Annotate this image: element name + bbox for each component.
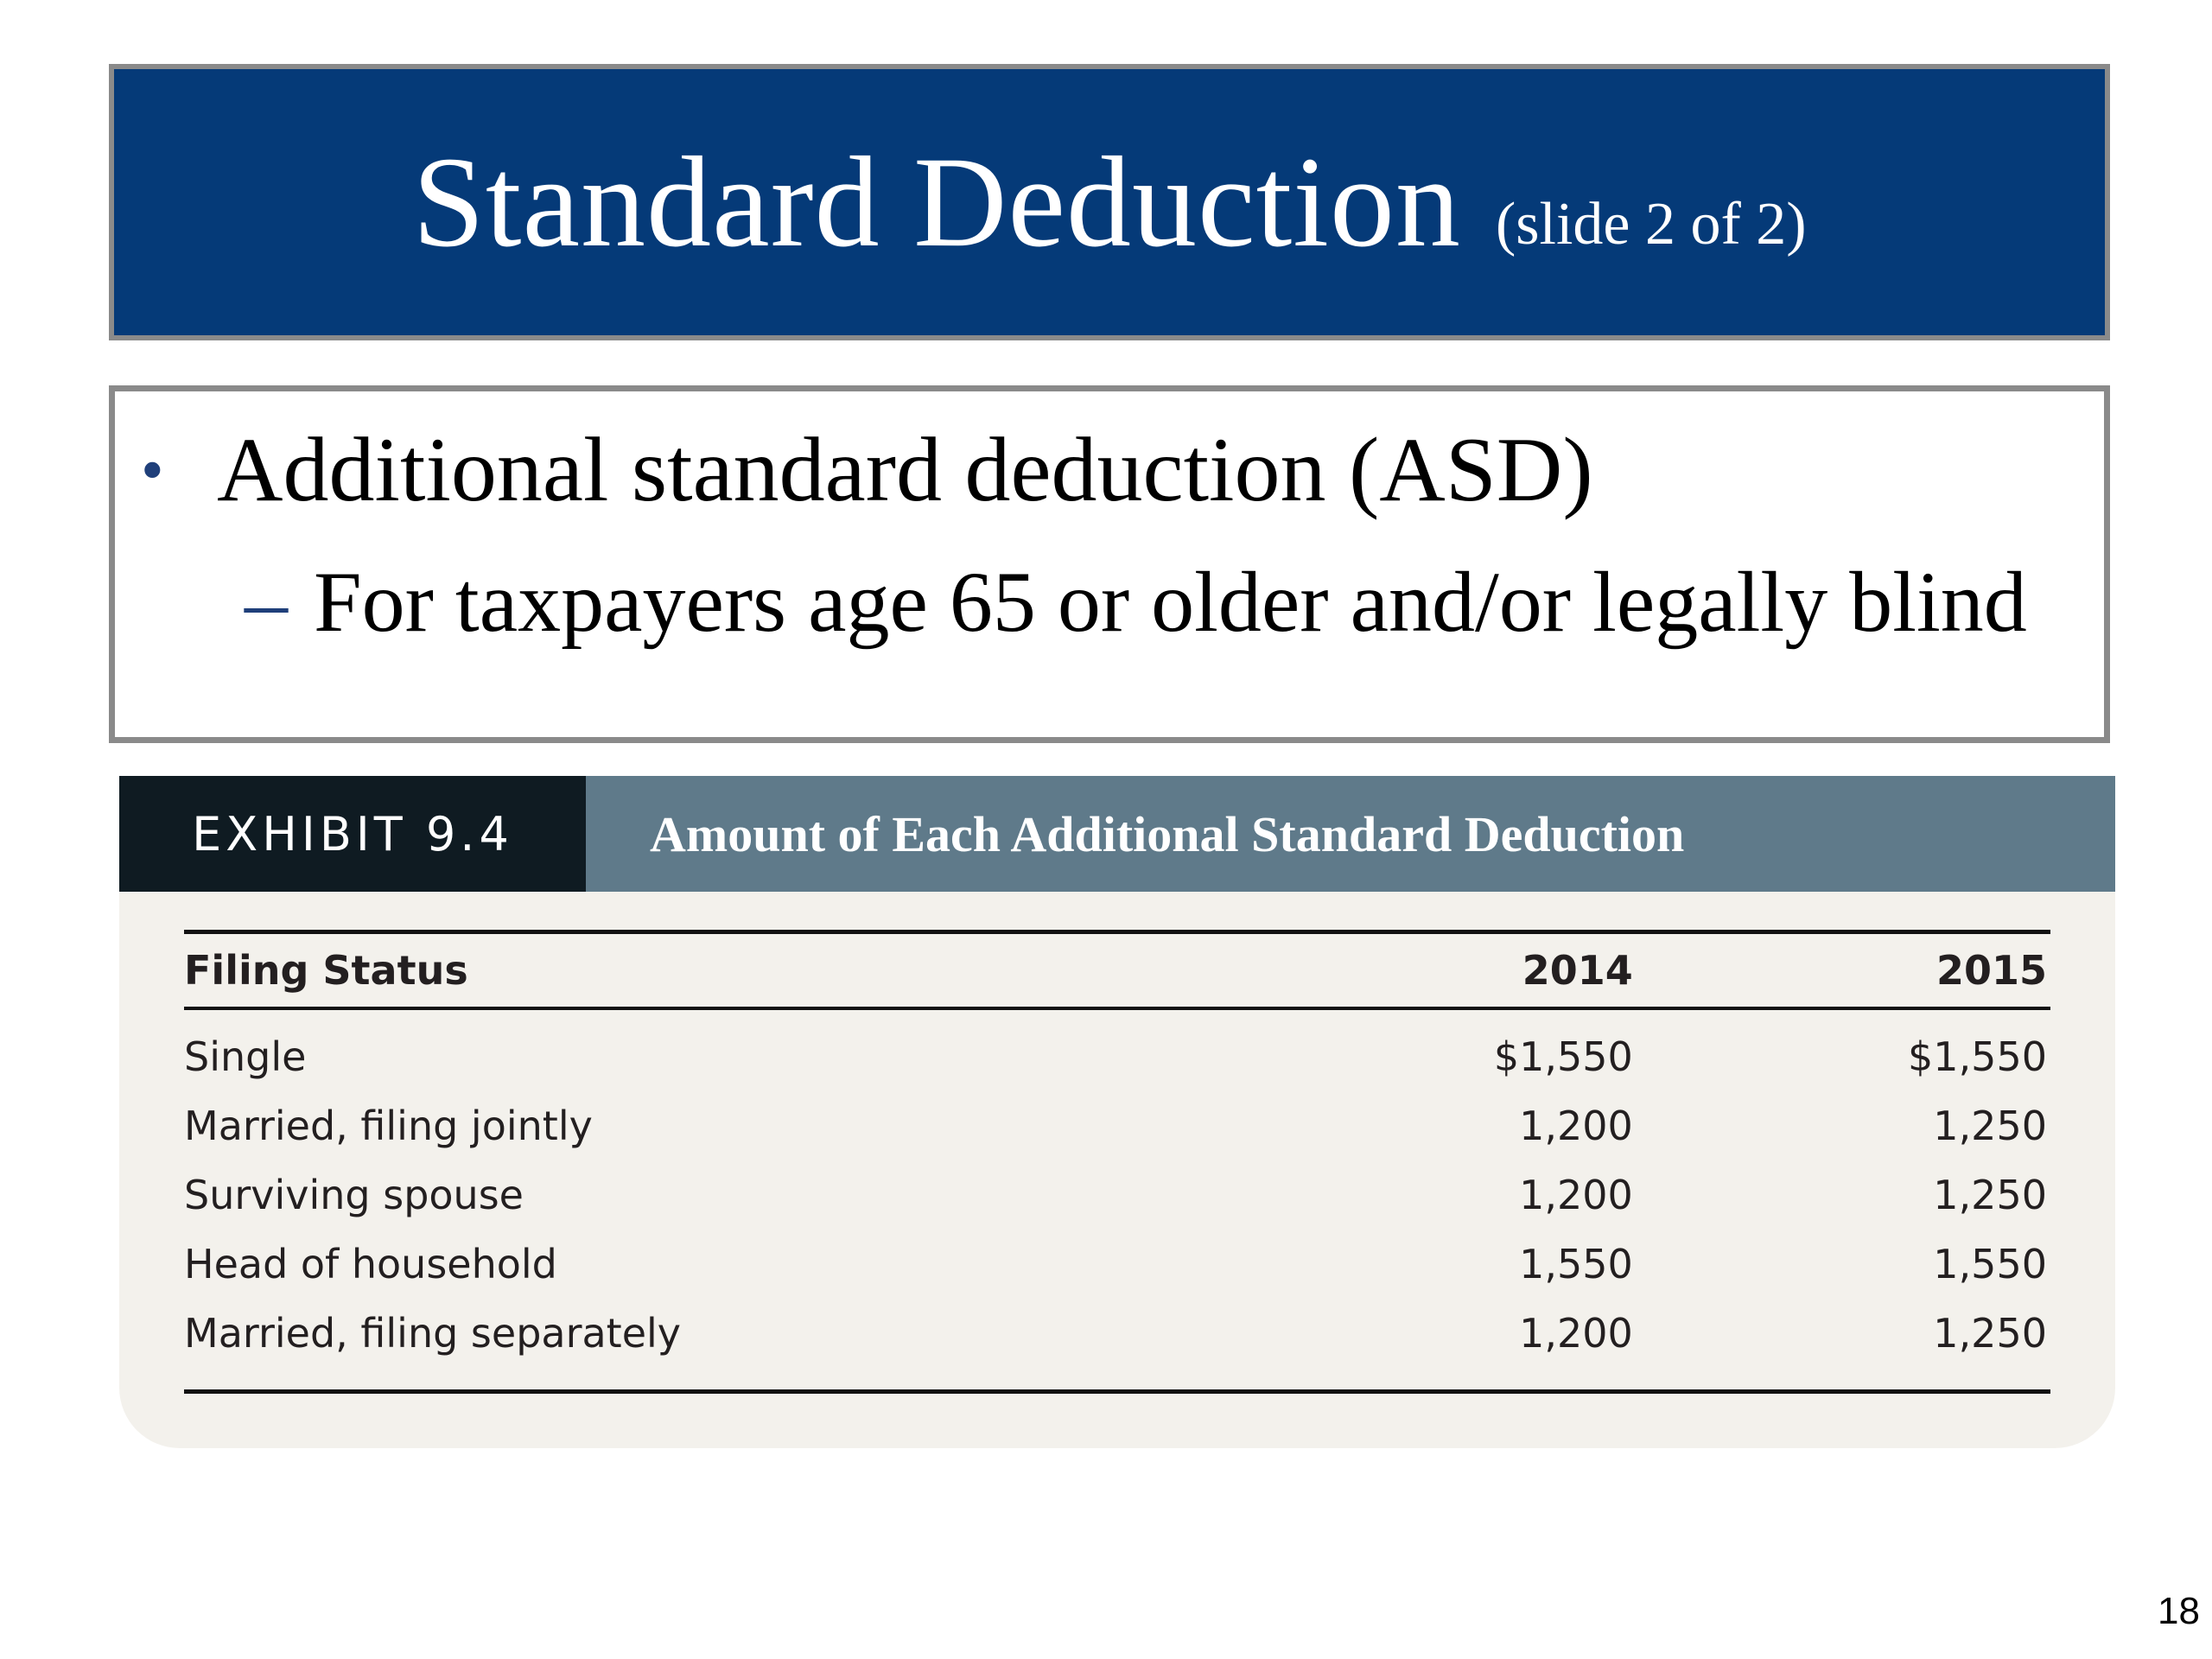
cell-2014: $1,550 <box>1493 1033 1633 1080</box>
cell-2015: 1,250 <box>1933 1172 2047 1218</box>
cell-2014: 1,200 <box>1519 1172 1633 1218</box>
header-2014: 2014 <box>1522 947 1633 994</box>
cell-2015: 1,550 <box>1933 1241 2047 1287</box>
dash-icon: – <box>245 554 288 650</box>
exhibit-table-wrap <box>184 930 2050 1368</box>
exhibit-header <box>119 776 2115 892</box>
bullet-box <box>109 385 2110 743</box>
header-2015: 2015 <box>1936 947 2047 994</box>
bullet-text: Additional standard deduction (ASD) <box>217 419 1593 520</box>
cell-filing-status: Surviving spouse <box>184 1172 524 1218</box>
table-row <box>184 1160 2050 1230</box>
cell-2014: 1,200 <box>1519 1103 1633 1149</box>
sub-bullet-text: For taxpayers age 65 or older and/or legally blind <box>314 554 2027 650</box>
sub-bullet-item <box>245 552 2027 652</box>
deduction-table <box>184 930 2050 1368</box>
page-number: 18 <box>2158 1590 2200 1632</box>
table-header-row <box>184 932 2050 1009</box>
cell-2015: $1,550 <box>1908 1033 2047 1080</box>
exhibit-tag: EXHIBIT 9.4 <box>119 776 586 892</box>
cell-filing-status: Head of household <box>184 1241 557 1287</box>
cell-2015: 1,250 <box>1933 1310 2047 1357</box>
slide-subtitle: (slide 2 of 2) <box>1495 191 1807 257</box>
cell-2014: 1,200 <box>1519 1310 1633 1357</box>
exhibit-panel <box>119 776 2115 1448</box>
slide-title-bar <box>109 64 2110 340</box>
header-filing-status: Filing Status <box>184 947 468 994</box>
table-bottom-rule <box>184 1389 2050 1394</box>
cell-2014: 1,550 <box>1519 1241 1633 1287</box>
table-row <box>184 1091 2050 1160</box>
cell-2015: 1,250 <box>1933 1103 2047 1149</box>
table-row <box>184 1299 2050 1368</box>
cell-filing-status: Married, filing separately <box>184 1310 682 1357</box>
bullet-item <box>141 417 1593 523</box>
bullet-dot-icon: • <box>141 433 164 506</box>
cell-filing-status: Single <box>184 1033 307 1080</box>
slide-title: Standard Deduction <box>412 130 1461 274</box>
table-row <box>184 1230 2050 1299</box>
exhibit-caption: Amount of Each Additional Standard Deduction <box>586 776 2115 892</box>
table-row <box>184 1008 2050 1091</box>
cell-filing-status: Married, filing jointly <box>184 1103 593 1149</box>
